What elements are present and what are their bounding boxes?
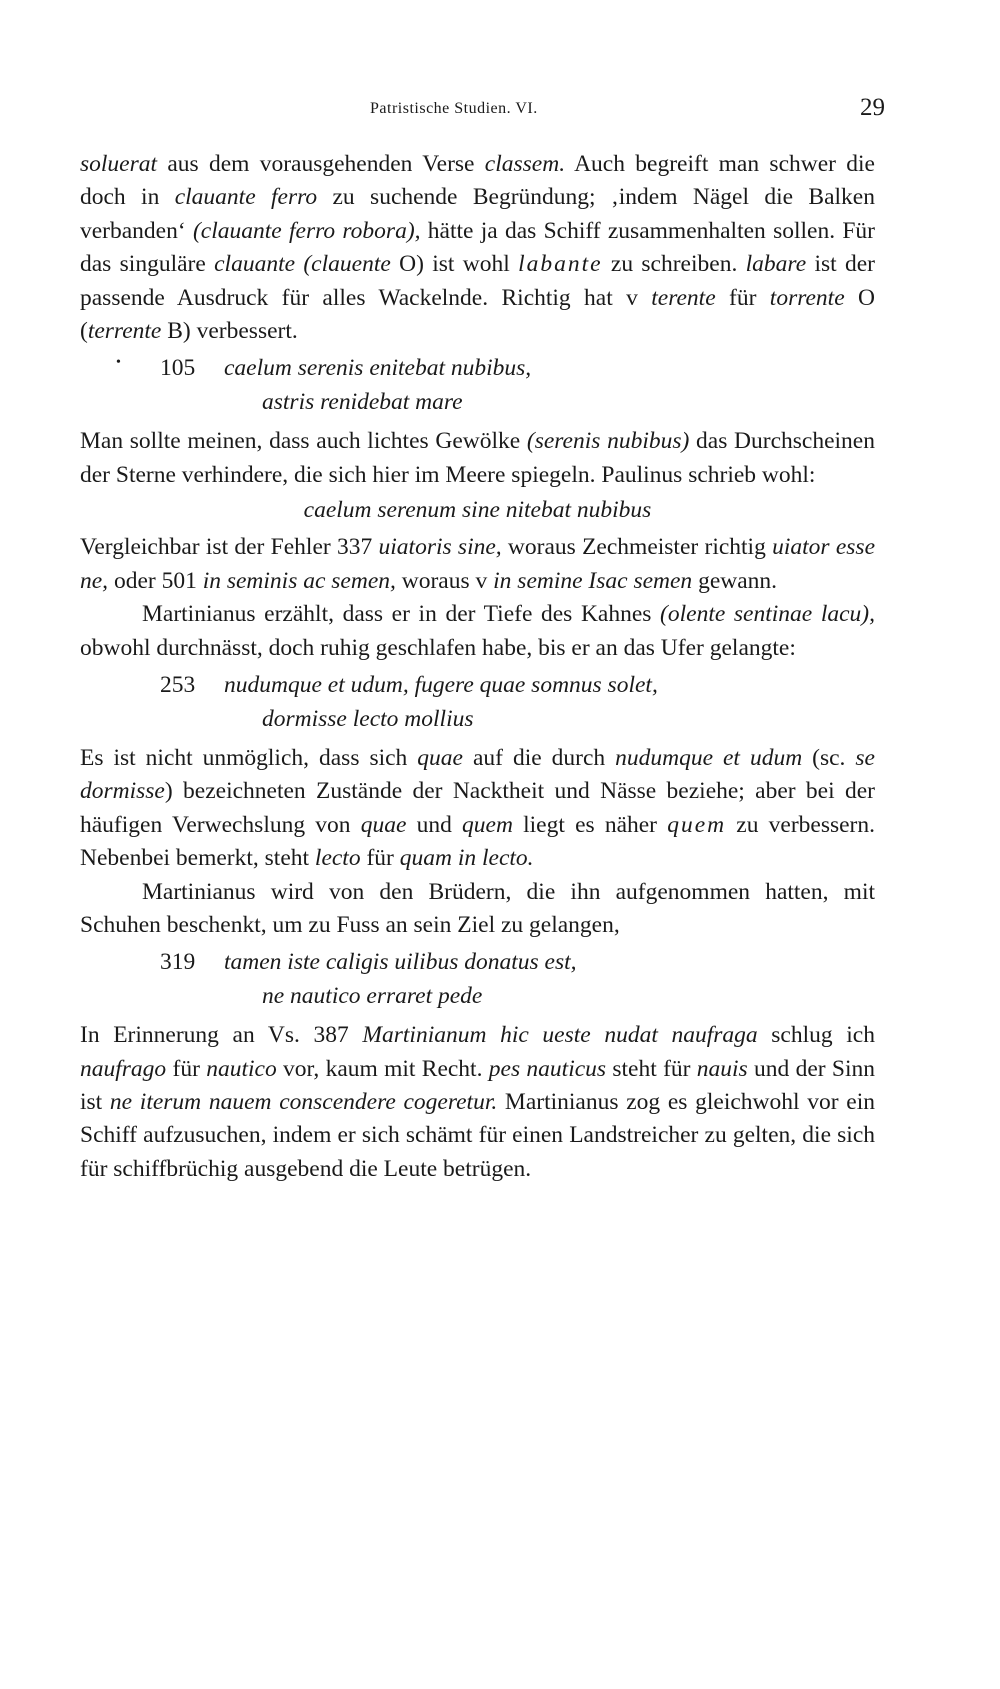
latin-term: quem bbox=[462, 811, 513, 838]
latin-term: quem bbox=[667, 811, 727, 838]
text-run: Man sollte meinen, dass auch lichtes Gewölke bbox=[80, 428, 527, 455]
text-run: steht für bbox=[606, 1055, 697, 1082]
paragraph-7 bbox=[80, 1019, 875, 1186]
verse-quote-emendation: caelum serenum sine nitebat nubibus bbox=[303, 497, 652, 524]
text-run: ist der passende Ausdruck für alles Wackelnde. Richtig hat v bbox=[80, 251, 875, 311]
verse-line bbox=[80, 352, 875, 385]
text-run: O) ist wohl bbox=[390, 251, 519, 278]
text-run: und bbox=[406, 811, 463, 838]
latin-term: clauante ferro bbox=[174, 184, 318, 211]
verse-number: 105 bbox=[160, 355, 196, 382]
text-run: Martinianus erzählt, dass er in der Tiefe des Kahnes bbox=[142, 601, 661, 628]
running-title: Patristische Studien. VI. bbox=[370, 100, 538, 117]
verse-number: 319 bbox=[160, 949, 196, 976]
text-run: für bbox=[360, 845, 400, 872]
latin-term: classem. bbox=[484, 151, 566, 177]
text-run: Es ist nicht unmöglich, dass sich bbox=[80, 744, 418, 771]
verse-line: dormisse lecto mollius bbox=[262, 705, 474, 732]
paragraph-2 bbox=[80, 425, 875, 492]
text-run: aus dem vorausgehenden Verse bbox=[157, 151, 485, 177]
text-run: und der Sinn ist bbox=[80, 1055, 876, 1115]
latin-term: pes nauticus bbox=[488, 1055, 607, 1082]
latin-term: torrente bbox=[769, 284, 845, 311]
latin-term: (clauante ferro robora), bbox=[192, 217, 421, 244]
verse-quote-105 bbox=[80, 352, 875, 419]
verse-line: ne nautico erraret pede bbox=[262, 982, 483, 1009]
book-page bbox=[80, 0, 885, 1689]
paragraph-5 bbox=[80, 742, 875, 876]
latin-term: nudumque et udum bbox=[615, 744, 803, 771]
margin-mark: • bbox=[116, 355, 121, 370]
verse-text: nudumque et udum, fugere quae somnus solet, bbox=[224, 672, 658, 699]
latin-term: in semine Isac semen bbox=[493, 567, 693, 594]
latin-term: labante bbox=[518, 251, 603, 278]
text-run: In Erinnerung an Vs. 387 bbox=[80, 1022, 363, 1049]
text-run: O ( bbox=[80, 284, 875, 345]
text-run: gewann. bbox=[692, 567, 778, 594]
latin-term: ne iterum nauem conscendere cogeretur. bbox=[109, 1088, 498, 1115]
text-run: liegt es näher bbox=[512, 811, 668, 838]
text-run: woraus Zechmeister richtig bbox=[501, 534, 773, 561]
latin-term: clauante (clauente bbox=[214, 251, 391, 278]
text-run: (sc. bbox=[802, 744, 856, 771]
latin-term: nauis bbox=[696, 1055, 748, 1082]
paragraph-3 bbox=[80, 531, 875, 598]
verse-line: astris renidebat mare bbox=[262, 388, 463, 415]
verse-quote-319 bbox=[80, 946, 875, 1013]
text-run: auf die durch bbox=[462, 744, 616, 771]
latin-term: (serenis nubibus) bbox=[526, 428, 690, 455]
text-run: vor, kaum mit Recht. bbox=[276, 1055, 489, 1082]
latin-term: naufrago bbox=[80, 1055, 167, 1082]
text-run: schlug ich bbox=[757, 1022, 875, 1049]
latin-term: se dormisse bbox=[80, 744, 875, 805]
text-run: das Durchscheinen der Sterne verhindere, die sich hier im Meere spiegeln. Paulinus schrieb wohl: bbox=[80, 428, 875, 488]
paragraph-4 bbox=[80, 598, 875, 665]
text-run: woraus v bbox=[395, 567, 494, 594]
text-run: hätte ja das Schiff zusammenhalten sollen. Für das singuläre bbox=[80, 217, 875, 278]
body-text bbox=[80, 148, 875, 1186]
latin-term: (olente sentinae lacu), bbox=[660, 601, 875, 628]
latin-term: lecto bbox=[314, 845, 361, 872]
latin-term: terrente bbox=[87, 318, 162, 345]
text-run: ) bezeichneten Zustände der Nacktheit und Nässe beziehe; aber bei der häufigen Verwechslung von bbox=[80, 778, 875, 838]
latin-term: labare bbox=[745, 251, 807, 278]
text-run: Martinianus wird von den Brüdern, die ihn aufgenommen hatten, mit Schuhen beschenkt, um zu Fuss an sein Ziel zu gelangen, bbox=[80, 878, 875, 938]
text-run: Auch begreift man schwer die doch in bbox=[80, 151, 875, 211]
latin-term: terente bbox=[651, 284, 716, 311]
verse-text: tamen iste caligis uilibus donatus est, bbox=[224, 949, 577, 976]
latin-term: uiator esse ne, bbox=[80, 534, 876, 594]
text-run: Vergleichbar ist der Fehler 337 bbox=[80, 534, 379, 561]
text-run: für bbox=[715, 284, 770, 311]
paragraph-1 bbox=[80, 148, 875, 348]
text-run: zu suchende Begründung; ‚indem Nägel die Balken verbanden‘ bbox=[80, 184, 875, 244]
text-run: B) verbessert. bbox=[161, 318, 298, 345]
text-run: für bbox=[166, 1055, 207, 1082]
paragraph-6 bbox=[80, 876, 875, 943]
text-run: zu verbessern. Nebenbei bemerkt, steht bbox=[80, 811, 876, 872]
text-run: zu schreiben. bbox=[602, 251, 746, 278]
latin-term: soluerat bbox=[80, 151, 158, 177]
latin-term: Martinianum hic ueste nudat naufraga bbox=[362, 1022, 758, 1049]
latin-term: quae bbox=[417, 744, 463, 771]
page-number: 29 bbox=[860, 94, 885, 121]
text-run: Martinianus zog es gleichwohl vor ein Schiff aufzusuchen, indem er sich schämt für einen Landstreicher zu gelten, die sich für schiffbrüchig ausgebend die Leute betrügen. bbox=[80, 1088, 875, 1182]
latin-term: quae bbox=[360, 811, 407, 838]
verse-quote-253 bbox=[80, 669, 875, 736]
running-header bbox=[80, 94, 885, 128]
verse-text: caelum serenis enitebat nubibus, bbox=[224, 355, 532, 382]
verse-line bbox=[80, 669, 875, 702]
latin-term: uiatoris sine, bbox=[378, 534, 502, 561]
text-run: oder 501 bbox=[108, 567, 203, 594]
verse-line bbox=[80, 946, 875, 979]
latin-term: in seminis ac semen, bbox=[202, 567, 396, 594]
text-run: obwohl durchnässt, doch ruhig geschlafen habe, bis er an das Ufer gelangte: bbox=[80, 634, 796, 661]
latin-term: quam in lecto. bbox=[399, 845, 534, 872]
latin-term: nautico bbox=[206, 1055, 277, 1082]
verse-number: 253 bbox=[160, 672, 196, 699]
